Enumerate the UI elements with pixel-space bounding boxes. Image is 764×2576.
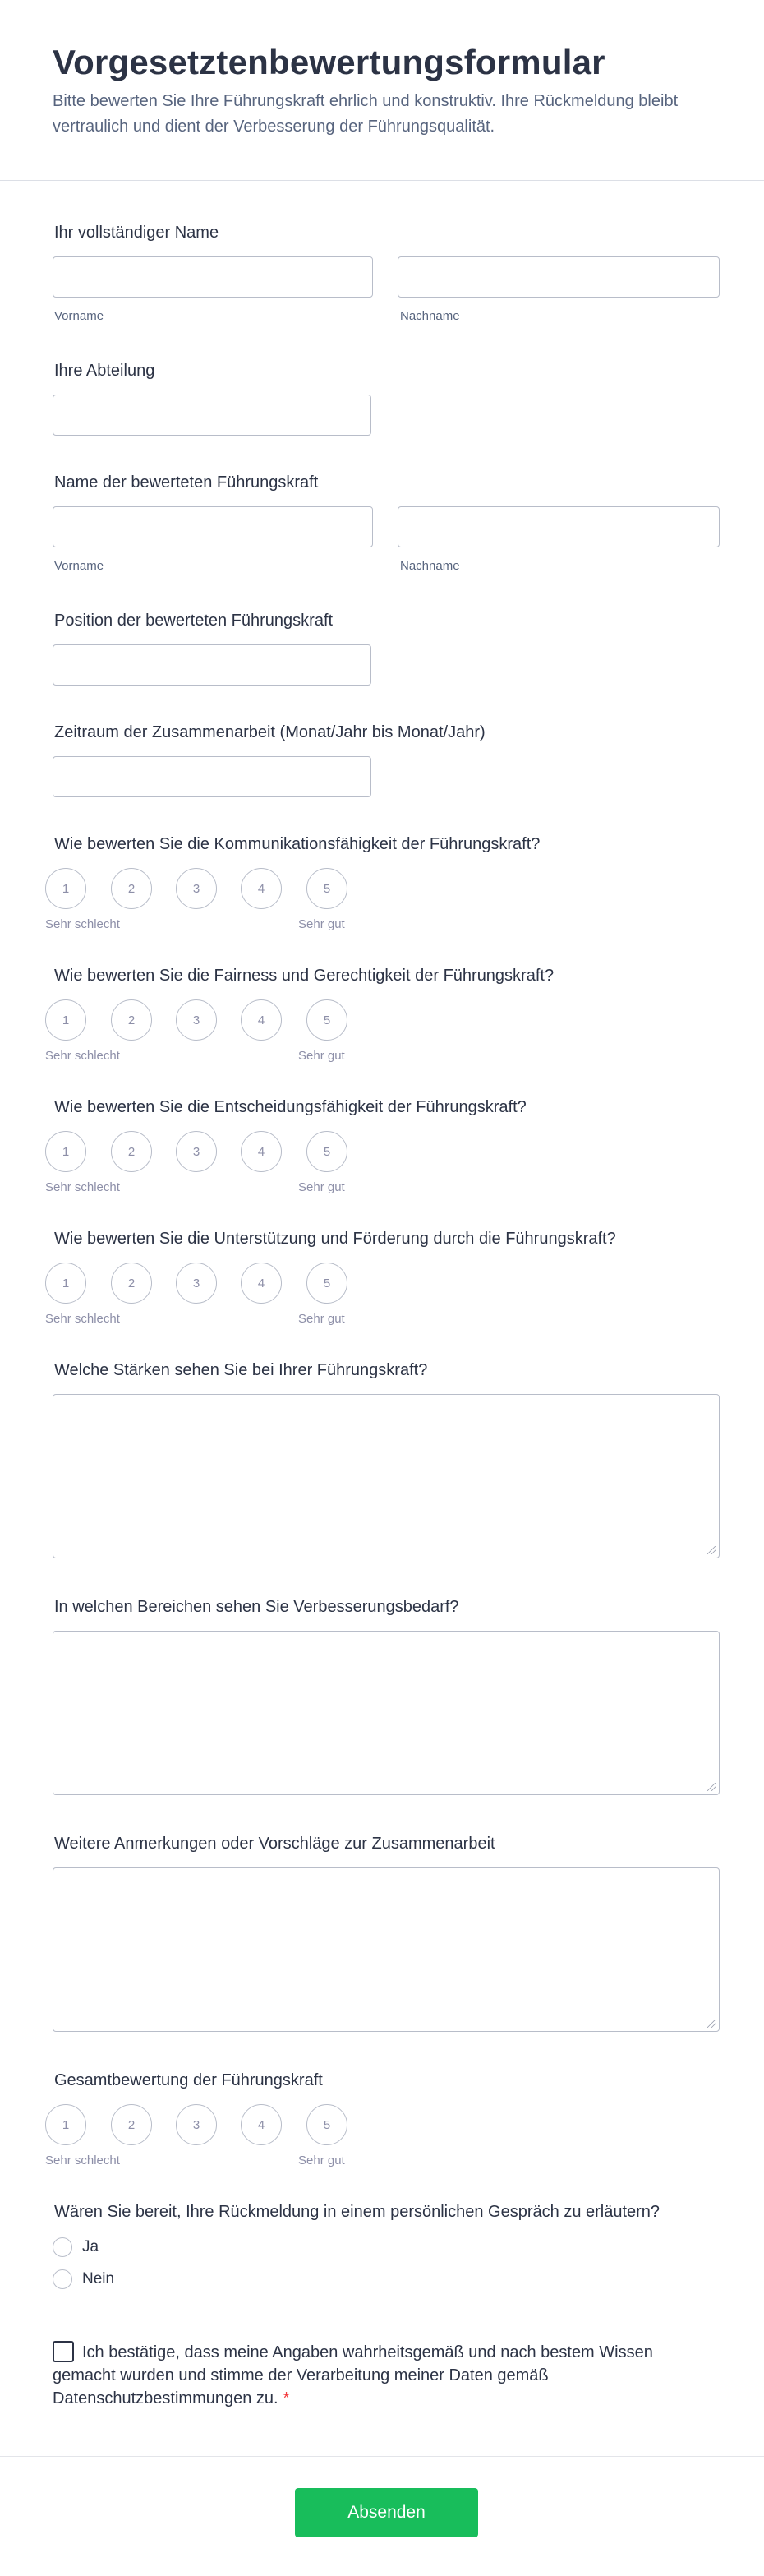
rating-option[interactable]: 4 [241,1131,282,1172]
manager-last-name-input[interactable] [398,506,720,547]
rating-option[interactable]: 3 [176,2104,217,2145]
rating-low-label: Sehr schlecht [45,1180,120,1194]
last-name-input[interactable] [398,256,720,298]
radio-option-nein[interactable] [53,2269,114,2290]
rating-high-label: Sehr gut [298,1180,345,1194]
rating-option[interactable]: 2 [111,868,152,909]
rating-option[interactable]: 4 [241,2104,282,2145]
rating-option[interactable]: 4 [241,999,282,1041]
remarks-textarea[interactable] [53,1867,720,2032]
rating-option[interactable]: 3 [176,868,217,909]
discussion-question: Wären Sie bereit, Ihre Rückmeldung in einem persönlichen Gespräch zu erläutern? [54,2203,660,2221]
manager-position-label: Position der bewerteten Führungskraft [54,612,334,630]
radio-option-ja[interactable] [53,2237,99,2258]
rating-high-label: Sehr gut [298,1312,345,1326]
submit-button[interactable]: Absenden [295,2488,478,2537]
rating-option[interactable]: 1 [45,2104,86,2145]
rating-low-label: Sehr schlecht [45,1049,120,1063]
period-label: Zeitraum der Zusammenarbeit (Monat/Jahr bis Monat/Jahr) [54,723,486,741]
manager-name-label: Name der bewerteten Führungskraft [54,473,319,492]
overall-rating-label: Gesamtbewertung der Führungskraft [54,2071,323,2089]
form-footer [0,2456,764,2576]
department-input[interactable] [53,395,371,436]
rating-option[interactable]: 1 [45,999,86,1041]
manager-first-name-input[interactable] [53,506,373,547]
full-name-label: Ihr vollständiger Name [54,224,219,242]
last-name-sublabel: Nachname [400,309,460,323]
rating-scale-communication [45,868,357,937]
rating-question: Wie bewerten Sie die Kommunikationsfähigkeit der Führungskraft? [54,835,541,853]
radio-button[interactable] [53,2269,72,2289]
rating-high-label: Sehr gut [298,917,345,931]
first-name-input[interactable] [53,256,373,298]
resize-handle-icon[interactable] [707,1783,716,1791]
rating-option[interactable]: 1 [45,1131,86,1172]
rating-option[interactable]: 2 [111,999,152,1041]
rating-scale-overall [45,2104,357,2173]
rating-question: Wie bewerten Sie die Fairness und Gerechtigkeit der Führungskraft? [54,967,555,985]
rating-option[interactable]: 1 [45,868,86,909]
rating-option[interactable]: 5 [306,1131,347,1172]
strengths-textarea[interactable] [53,1394,720,1558]
strengths-label: Welche Stärken sehen Sie bei Ihrer Führungskraft? [54,1361,428,1379]
rating-option[interactable]: 1 [45,1263,86,1304]
form-subtitle: Bitte bewerten Sie Ihre Führungskraft ehrlich und konstruktiv. Ihre Rückmeldung bleibt vertraulich und dient der Verbesserung der Führungsqualität. [53,92,679,136]
period-input[interactable] [53,756,371,797]
rating-option[interactable]: 3 [176,999,217,1041]
rating-low-label: Sehr schlecht [45,917,120,931]
rating-option[interactable]: 5 [306,2104,347,2145]
form-title: Vorgesetztenbewertungsformular [53,43,605,81]
radio-label: Nein [82,2270,115,2287]
resize-handle-icon[interactable] [707,1546,716,1554]
department-label: Ihre Abteilung [54,362,155,380]
manager-last-name-sublabel: Nachname [400,559,460,573]
remarks-label: Weitere Anmerkungen oder Vorschläge zur Zusammenarbeit [54,1835,495,1853]
rating-high-label: Sehr gut [298,1049,345,1063]
rating-scale-decision [45,1131,357,1200]
consent-text: Ich bestätige, dass meine Angaben wahrheitsgemäß und nach bestem Wissen gemacht wurden und stimme der Verarbeitung meiner Daten gemäß Datenschutzbestimmungen zu. [53,2343,653,2407]
resize-handle-icon[interactable] [707,2020,716,2028]
improvements-textarea[interactable] [53,1631,720,1795]
rating-option[interactable]: 3 [176,1263,217,1304]
rating-option[interactable]: 5 [306,999,347,1041]
rating-low-label: Sehr schlecht [45,2154,120,2167]
radio-label: Ja [82,2238,99,2255]
rating-option[interactable]: 4 [241,868,282,909]
first-name-sublabel: Vorname [54,309,104,323]
manager-position-input[interactable] [53,644,371,686]
form-header [0,0,764,181]
rating-option[interactable]: 5 [306,1263,347,1304]
required-mark: * [283,2389,290,2407]
rating-option[interactable]: 2 [111,2104,152,2145]
rating-high-label: Sehr gut [298,2154,345,2167]
rating-option[interactable]: 3 [176,1131,217,1172]
rating-scale-support [45,1263,357,1332]
rating-question: Wie bewerten Sie die Unterstützung und Förderung durch die Führungskraft? [54,1230,616,1248]
rating-option[interactable]: 2 [111,1131,152,1172]
consent-checkbox[interactable] [53,2341,74,2362]
consent-block [53,2341,710,2410]
rating-option[interactable]: 2 [111,1263,152,1304]
rating-scale-fairness [45,999,357,1069]
radio-button[interactable] [53,2237,72,2257]
rating-question: Wie bewerten Sie die Entscheidungsfähigkeit der Führungskraft? [54,1098,527,1116]
rating-low-label: Sehr schlecht [45,1312,120,1326]
rating-option[interactable]: 5 [306,868,347,909]
rating-option[interactable]: 4 [241,1263,282,1304]
manager-first-name-sublabel: Vorname [54,559,104,573]
improvements-label: In welchen Bereichen sehen Sie Verbesserungsbedarf? [54,1598,459,1616]
